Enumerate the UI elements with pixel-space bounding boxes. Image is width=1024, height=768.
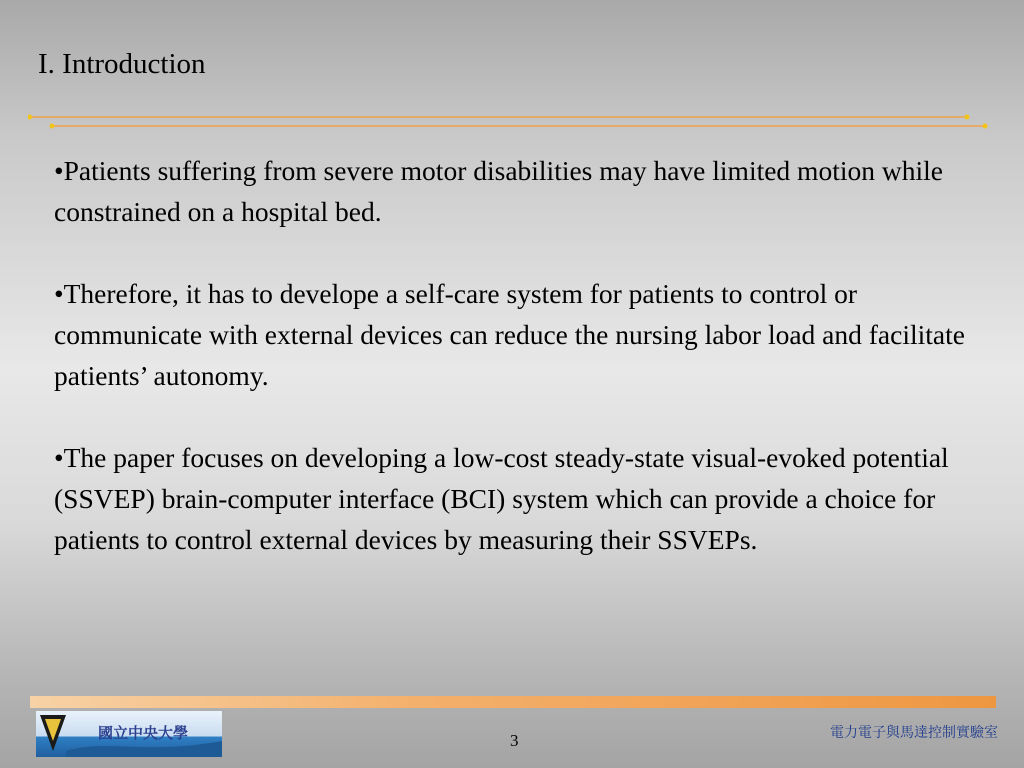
- slide-body: [54, 150, 984, 560]
- footer-bar: [30, 696, 996, 708]
- bullet-item: •Patients suffering from severe motor disabilities may have limited motion while constrained on a hospital bed.: [54, 155, 943, 227]
- bullet-item: •The paper focuses on developing a low-cost steady-state visual-evoked potential (SSVEP) brain-computer interface (BCI) system which can provide a choice for patients to control external devices by measuring their SSVEPs.: [54, 442, 949, 555]
- bullet-item: •Therefore, it has to develope a self-care system for patients to control or communicate with external devices can reduce the nursing labor load and facilitate patients’ autonomy.: [54, 278, 965, 391]
- page-number: 3: [510, 731, 519, 750]
- logo-lettering: 國立中央大學: [98, 724, 189, 742]
- slide-title: I. Introduction: [38, 48, 206, 80]
- title-divider: [28, 112, 990, 132]
- lab-name: 電力電子與馬達控制實驗室: [830, 725, 998, 741]
- university-logo: [36, 711, 222, 757]
